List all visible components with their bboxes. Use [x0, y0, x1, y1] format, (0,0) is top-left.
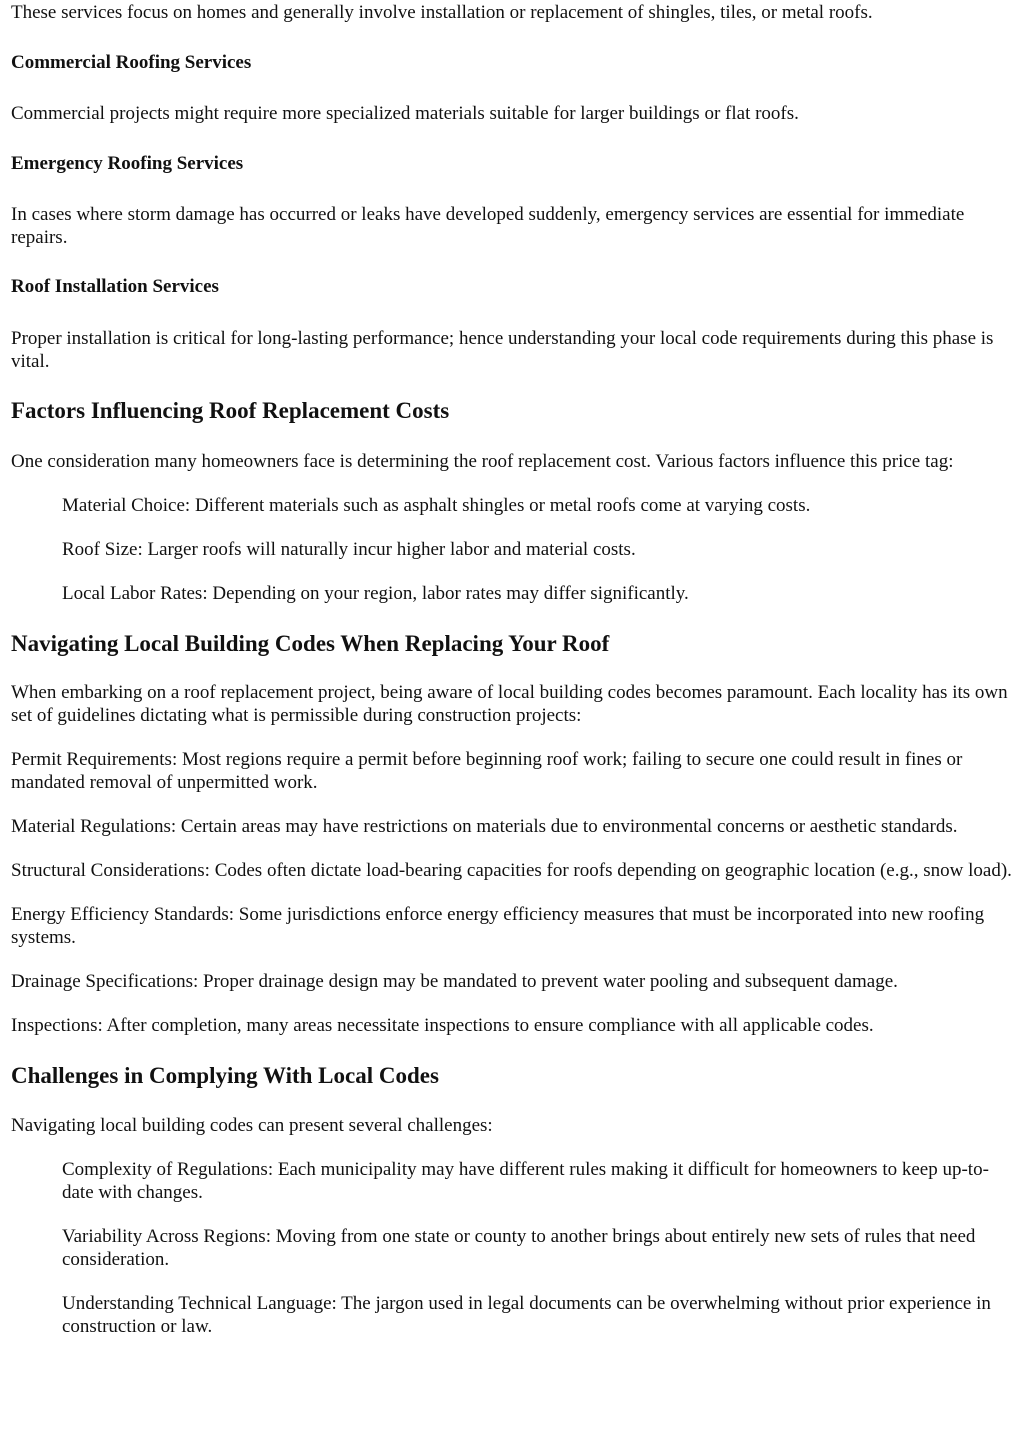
section-heading-codes: Navigating Local Building Codes When Replacing Your Roof: [11, 631, 610, 656]
code-item: Drainage Specifications: Proper drainage design may be mandated to prevent water pooling and subsequent damage.: [11, 971, 898, 992]
section-heading-costs: Factors Influencing Roof Replacement Costs: [11, 398, 450, 423]
challenge-item: Variability Across Regions: Moving from one state or county to another brings about entirely new sets of rules that need consideration.: [62, 1226, 976, 1270]
cost-factor-item: Roof Size: Larger roofs will naturally incur higher labor and material costs.: [62, 539, 636, 560]
code-item: Structural Considerations: Codes often dictate load-bearing capacities for roofs depending on geographic location (e.g., snow load).: [11, 860, 1012, 881]
section-intro-challenges: Navigating local building codes can present several challenges:: [11, 1115, 493, 1136]
section-intro-codes: When embarking on a roof replacement project, being aware of local building codes becomes paramount. Each locality has its own set of guidelines dictating what is permissible during construction projects:: [11, 682, 1008, 726]
intro-paragraph: These services focus on homes and generally involve installation or replacement of shingles, tiles, or metal roofs.: [11, 2, 873, 23]
service-text-commercial: Commercial projects might require more specialized materials suitable for larger buildings or flat roofs.: [11, 103, 799, 124]
section-intro-costs: One consideration many homeowners face is determining the roof replacement cost. Various factors influence this price tag:: [11, 451, 954, 472]
code-item: Inspections: After completion, many areas necessitate inspections to ensure compliance with all applicable codes.: [11, 1015, 874, 1036]
cost-factor-list: [11, 494, 1014, 605]
cost-factor-item: Material Choice: Different materials such as asphalt shingles or metal roofs come at varying costs.: [62, 495, 811, 516]
section-heading-challenges: Challenges in Complying With Local Codes: [11, 1063, 439, 1088]
challenge-list: [11, 1158, 1014, 1338]
service-heading-installation: Roof Installation Services: [11, 276, 219, 297]
cost-factor-item: Local Labor Rates: Depending on your region, labor rates may differ significantly.: [62, 583, 689, 604]
service-text-installation: Proper installation is critical for long-lasting performance; hence understanding your local code requirements during this phase is vital.: [11, 328, 994, 372]
challenge-item: Understanding Technical Language: The jargon used in legal documents can be overwhelming without prior experience in construction or law.: [62, 1293, 991, 1337]
code-item: Permit Requirements: Most regions require a permit before beginning roof work; failing to secure one could result in fines or mandated removal of unpermitted work.: [11, 749, 963, 793]
code-item: Material Regulations: Certain areas may have restrictions on materials due to environmental concerns or aesthetic standards.: [11, 816, 958, 837]
service-heading-emergency: Emergency Roofing Services: [11, 153, 244, 174]
code-item: Energy Efficiency Standards: Some jurisdictions enforce energy efficiency measures that must be incorporated into new roofing systems.: [11, 904, 985, 948]
service-text-emergency: In cases where storm damage has occurred or leaks have developed suddenly, emergency services are essential for immediate repairs.: [11, 204, 965, 248]
challenge-item: Complexity of Regulations: Each municipality may have different rules making it difficult for homeowners to keep up-to-date with changes.: [62, 1159, 989, 1203]
article-body: [0, 1, 1024, 1338]
service-heading-commercial: Commercial Roofing Services: [11, 52, 252, 73]
